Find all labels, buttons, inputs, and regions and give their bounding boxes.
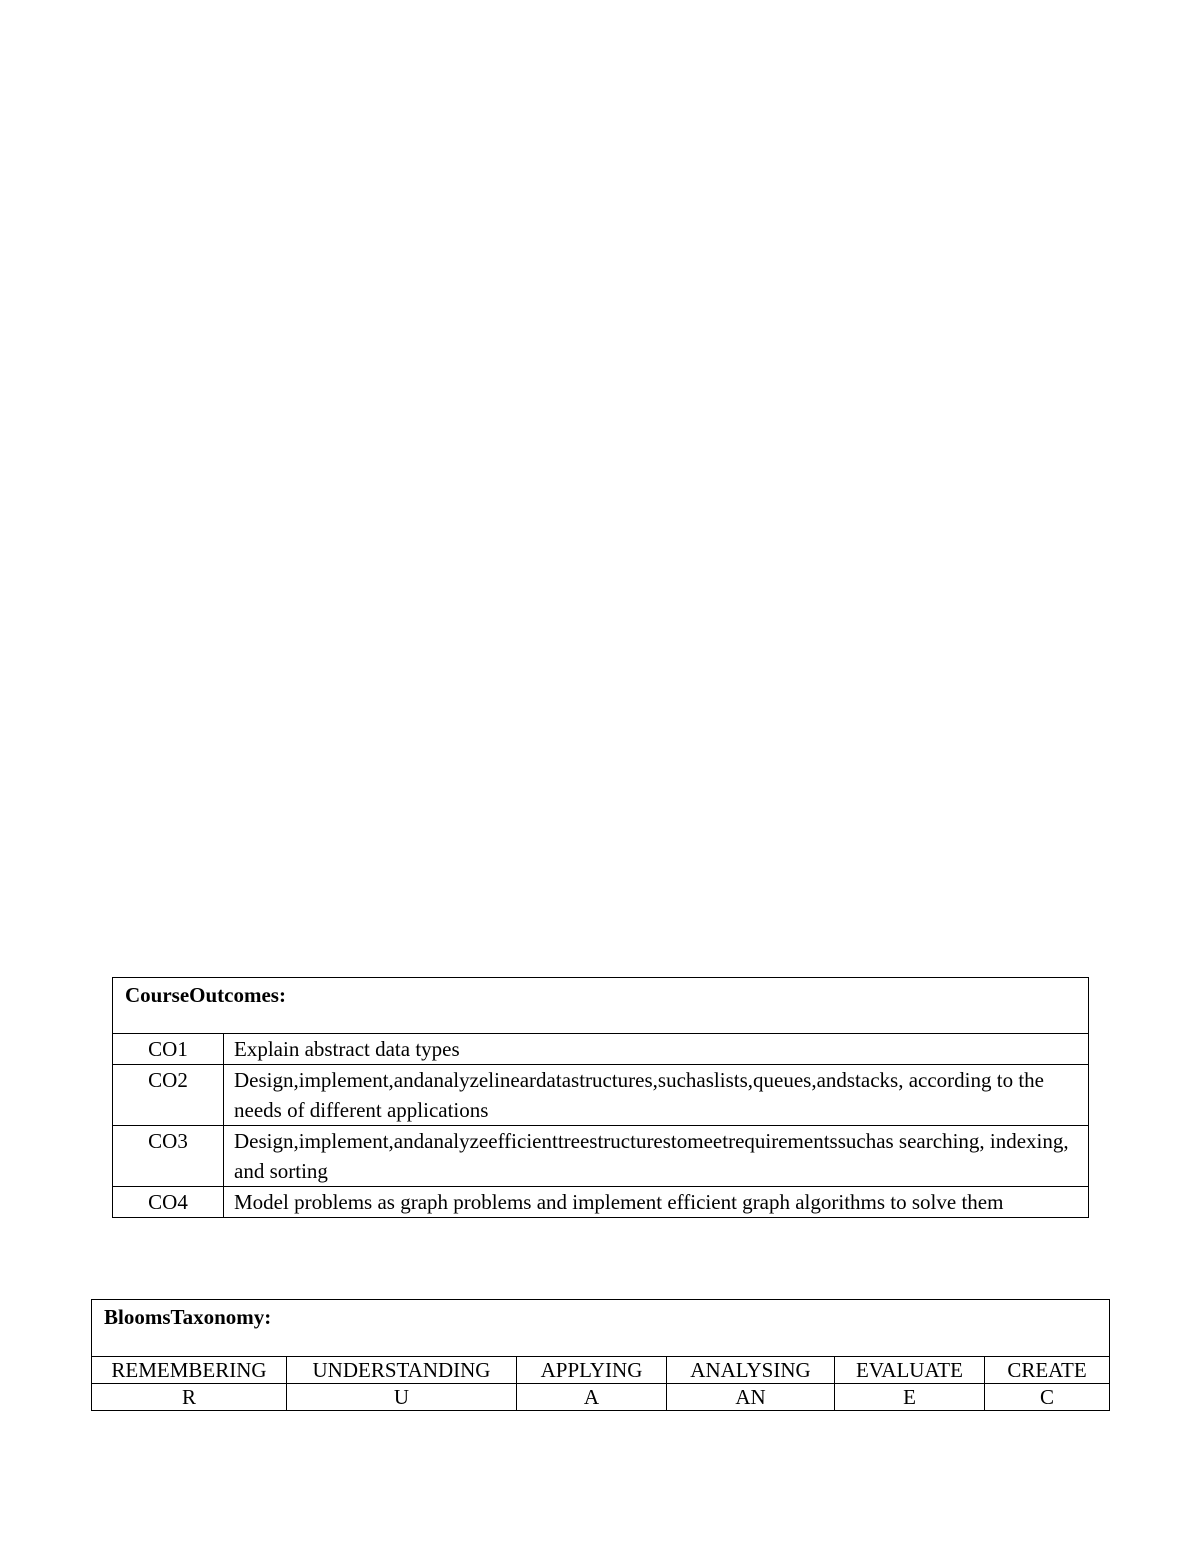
table-row (113, 1187, 1089, 1218)
blooms-taxonomy-table (91, 1299, 1110, 1411)
abbr-analysing: AN (667, 1384, 835, 1411)
level-evaluate: EVALUATE (835, 1357, 985, 1384)
table-row (92, 1357, 1110, 1384)
outcome-description: Design,implement,andanalyzeefficienttreestructurestomeetrequirementssuchas searching, indexing, and sorting (224, 1126, 1089, 1187)
table-row (113, 1065, 1089, 1126)
outcome-code: CO3 (113, 1126, 224, 1187)
abbr-create: C (985, 1384, 1110, 1411)
abbr-remembering: R (92, 1384, 287, 1411)
outcome-description: Model problems as graph problems and implement efficient graph algorithms to solve them (224, 1187, 1089, 1218)
abbr-understanding: U (287, 1384, 517, 1411)
blooms-taxonomy-title: BloomsTaxonomy: (92, 1300, 1110, 1357)
outcome-description: Explain abstract data types (224, 1034, 1089, 1065)
level-remembering: REMEMBERING (92, 1357, 287, 1384)
level-analysing: ANALYSING (667, 1357, 835, 1384)
outcome-code: CO4 (113, 1187, 224, 1218)
level-applying: APPLYING (517, 1357, 667, 1384)
table-row (113, 1126, 1089, 1187)
level-create: CREATE (985, 1357, 1110, 1384)
course-outcomes-table (112, 977, 1089, 1218)
outcome-description: Design,implement,andanalyzelineardatastructures,suchaslists,queues,andstacks, according to the needs of different applications (224, 1065, 1089, 1126)
outcome-code: CO1 (113, 1034, 224, 1065)
outcome-code: CO2 (113, 1065, 224, 1126)
course-outcomes-title: CourseOutcomes: (113, 978, 1089, 1034)
abbr-applying: A (517, 1384, 667, 1411)
table-row (92, 1384, 1110, 1411)
abbr-evaluate: E (835, 1384, 985, 1411)
table-row (113, 1034, 1089, 1065)
level-understanding: UNDERSTANDING (287, 1357, 517, 1384)
